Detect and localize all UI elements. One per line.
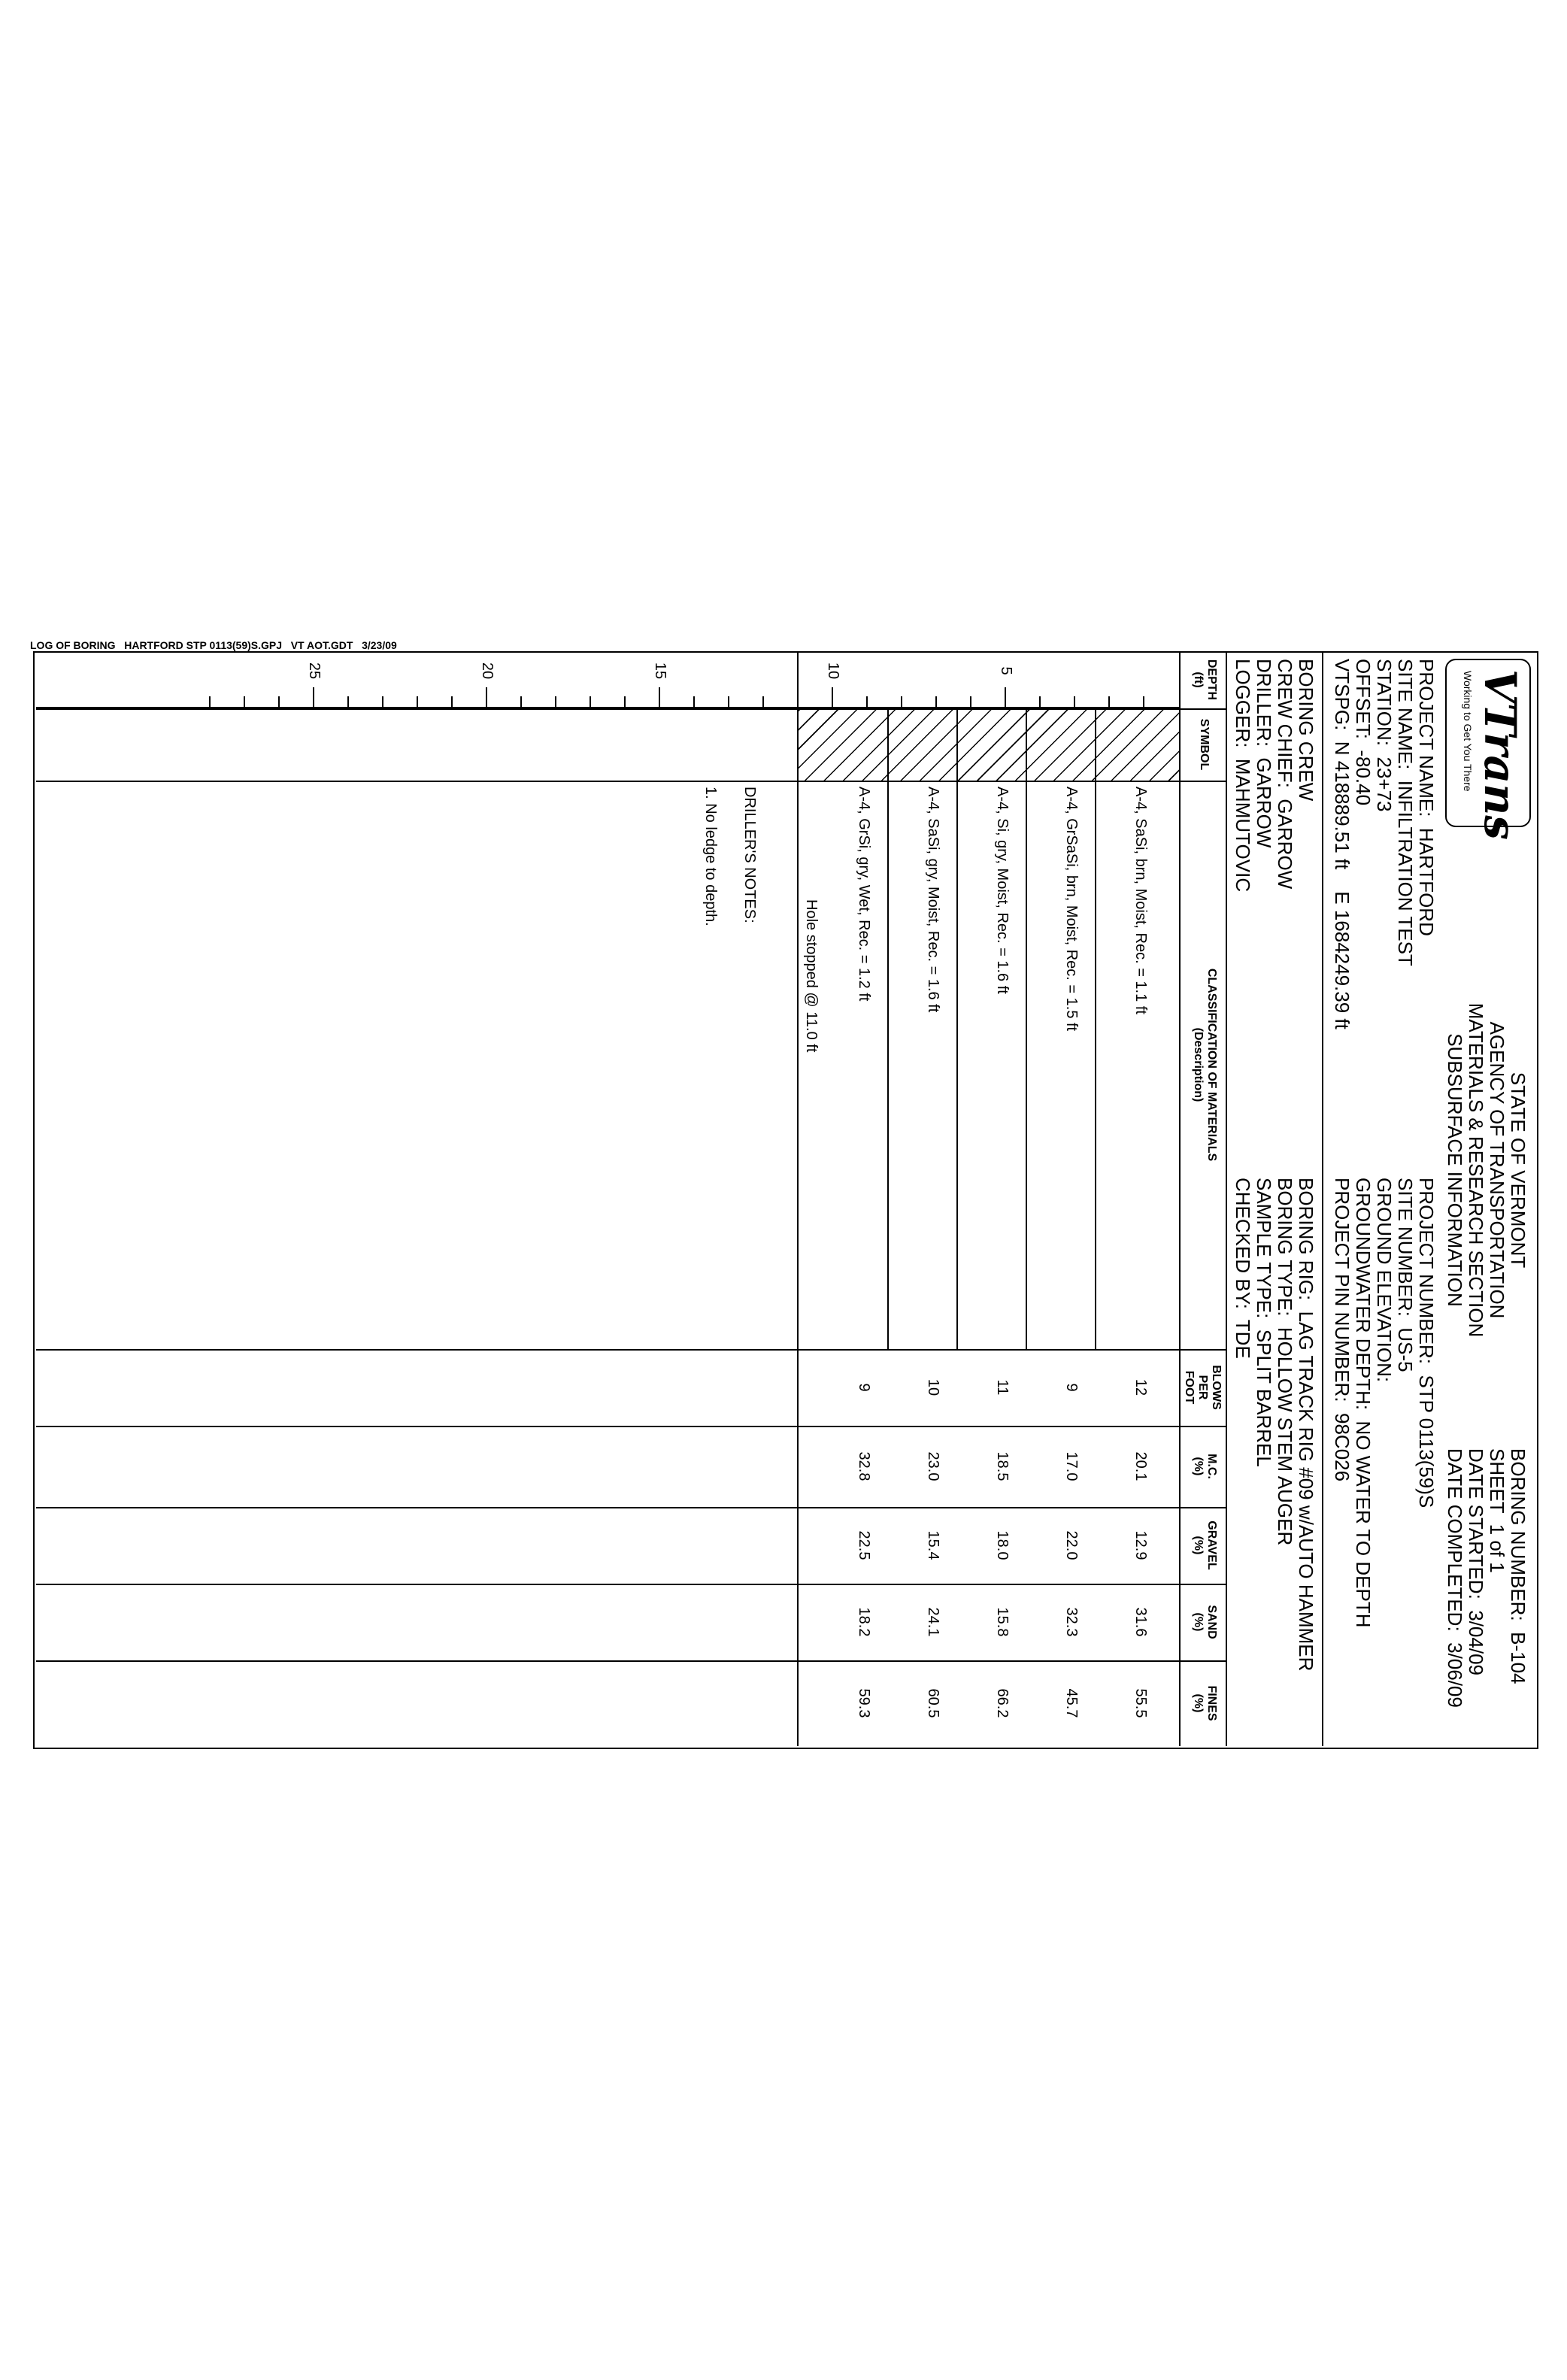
divider: [1179, 651, 1181, 1746]
col-depth-header: DEPTH (ft): [1192, 659, 1218, 701]
site-name: SITE NAME: INFILTRATION TEST: [1394, 659, 1417, 966]
sample-row: A-4, Si, gry, Moist, Rec. = 1.6 ft 11 18.5 18.0 15.8 66.2: [994, 787, 1011, 1718]
column-line: [36, 1349, 1227, 1351]
sample-row: A-4, GrSaSi, brn, Moist, Rec. = 1.5 ft 9 17.0 22.0 32.3 45.7: [1063, 787, 1080, 1718]
drillers-notes-title: DRILLER'S NOTES:: [741, 787, 758, 923]
agency-line-4: SUBSURFACE INFORMATION: [1444, 1033, 1466, 1307]
sample-divider: [956, 708, 958, 1349]
col-classification-header: CLASSIFICATION OF MATERIALS (Description): [1192, 968, 1218, 1162]
hole-stopped-note: Hole stopped @ 11.0 ft: [803, 899, 820, 1053]
column-line: [36, 781, 1227, 782]
sample-row: A-4, SaSi, gry, Moist, Rec. = 1.6 ft 10 23.0 15.4 24.1 60.5: [925, 787, 941, 1718]
project-name: PROJECT NAME: HARTFORD: [1415, 659, 1438, 936]
divider: [1226, 651, 1227, 1746]
checked-by: CHECKED BY: TDE: [1232, 1178, 1254, 1359]
vtspg-coordinates: VTSPG: N 418889.51 ft E 1684249.39 ft: [1331, 659, 1353, 1029]
site-number: SITE NUMBER: US-5: [1394, 1178, 1417, 1372]
project-number: PROJECT NUMBER: STP 0113(59)S: [1415, 1178, 1438, 1508]
station: STATION: 23+73: [1373, 659, 1396, 812]
divider: [1322, 651, 1323, 1746]
ground-elevation: GROUND ELEVATION:: [1373, 1178, 1396, 1383]
col-gravel-header: GRAVEL (%): [1192, 1520, 1218, 1570]
agency-line-2: AGENCY OF TRANSPORTATION: [1486, 1021, 1508, 1319]
crew-chief: CREW CHIEF: GARROW: [1274, 659, 1296, 890]
boring-type: BORING TYPE: HOLLOW STEM AUGER: [1274, 1178, 1296, 1546]
sample-row: A-4, SaSi, brn, Moist, Rec. = 1.1 ft 12 20.1 12.9 31.6 55.5: [1132, 787, 1149, 1718]
column-line: [36, 1660, 1227, 1662]
agency-line-3: MATERIALS & RESEARCH SECTION: [1465, 1002, 1487, 1338]
depth-label-25: 25: [306, 662, 323, 680]
offset: OFFSET: -80.40: [1352, 659, 1375, 806]
driller: DRILLER: GARROW: [1253, 659, 1275, 848]
drillers-note-1: 1. No ledge to depth.: [702, 787, 719, 926]
column-line: [36, 1507, 1227, 1508]
boring-number: BORING NUMBER: B-104: [1507, 1448, 1529, 1684]
depth-label-20: 20: [479, 662, 496, 680]
column-line: [36, 1584, 1227, 1585]
sample-type: SAMPLE TYPE: SPLIT BARREL: [1253, 1178, 1275, 1467]
project-pin: PROJECT PIN NUMBER: 98C026: [1331, 1178, 1353, 1482]
depth-label-5: 5: [998, 666, 1014, 675]
col-fines-header: FINES (%): [1192, 1685, 1218, 1721]
sample-row: A-4, GrSi, gry, Wet, Rec. = 1.2 ft 9 32.8 22.5 18.2 59.3: [856, 787, 872, 1718]
boring-crew: BORING CREW: [1295, 659, 1317, 802]
boring-rig: BORING RIG: LAG TRACK RIG #09 w/AUTO HAMMER: [1295, 1178, 1317, 1672]
sheet-number: SHEET 1 of 1: [1486, 1448, 1508, 1573]
bottom-of-hole-line: [797, 651, 799, 1746]
boring-log-sheet: [33, 651, 1538, 1749]
log-header-line: LOG OF BORING HARTFORD STP 0113(59)S.GPJ VT AOT.GDT 3/23/09: [30, 639, 397, 651]
col-mc-header: M.C. (%): [1192, 1454, 1218, 1479]
col-sand-header: SAND (%): [1192, 1605, 1218, 1639]
depth-label-15: 15: [652, 662, 668, 680]
groundwater-depth: GROUNDWATER DEPTH: NO WATER TO DEPTH: [1352, 1178, 1375, 1628]
vtrans-logo: VTrans Working to Get You There: [1445, 659, 1531, 827]
sample-divider: [887, 708, 889, 1349]
column-line: [36, 1426, 1227, 1427]
date-started: DATE STARTED: 3/04/09: [1465, 1448, 1487, 1675]
depth-scale: [36, 651, 1179, 708]
col-symbol-header: SYMBOL: [1198, 718, 1211, 771]
date-completed: DATE COMPLETED: 3/06/09: [1444, 1448, 1466, 1708]
sample-divider: [1026, 708, 1027, 1349]
agency-line-1: STATE OF VERMONT: [1507, 1072, 1529, 1269]
col-blows-header: BLOWS PER FOOT: [1183, 1365, 1223, 1410]
sample-divider: [1095, 708, 1096, 1349]
depth-label-10: 10: [825, 662, 841, 680]
logger: LOGGER: MAHMUTOVIC: [1232, 659, 1254, 893]
